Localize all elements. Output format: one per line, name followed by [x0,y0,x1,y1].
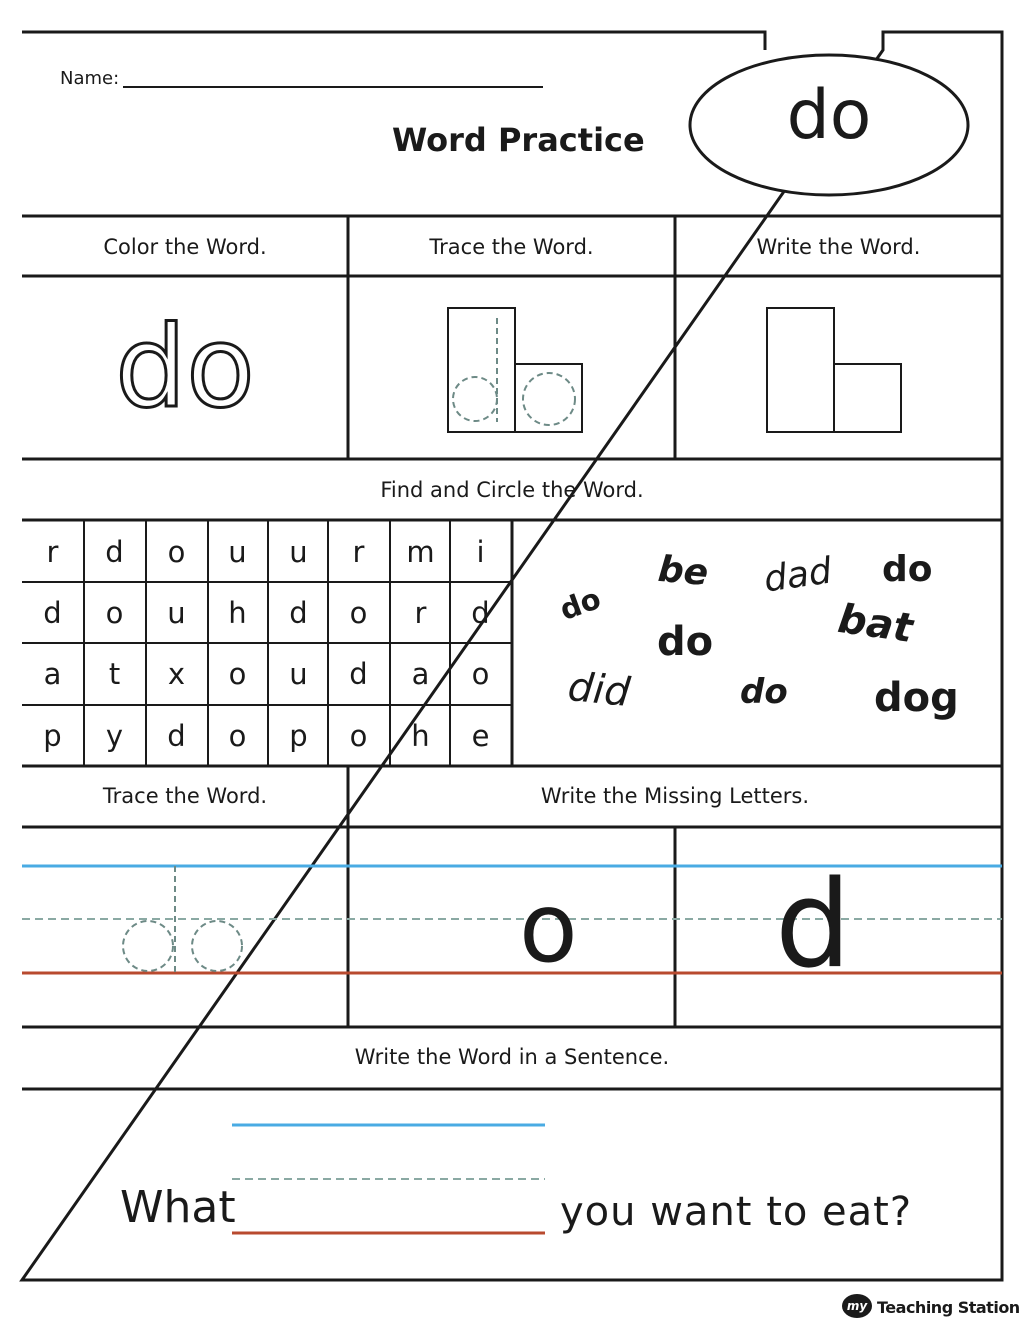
trace-line-header: Trace the Word. [102,784,268,808]
grid-letter[interactable]: d [43,595,62,630]
name-field[interactable] [123,62,543,88]
grid-letter[interactable]: p [289,718,308,753]
write-word-header: Write the Word. [756,235,921,259]
color-word-outline[interactable]: do [115,303,255,433]
missing-letter-blank-2[interactable] [820,866,998,973]
grid-letter[interactable]: u [228,534,247,569]
grid-letter[interactable]: o [349,595,368,630]
grid-letter[interactable]: r [414,595,427,630]
grid-letter[interactable]: d [105,534,124,569]
logo-text: my [846,1299,868,1313]
grid-letter[interactable]: t [108,656,121,691]
grid-letter[interactable]: p [43,718,62,753]
grid-letter[interactable]: d [289,595,308,630]
grid-letter[interactable]: o [105,595,124,630]
scattered-word[interactable]: dad [761,550,835,601]
grid-letter[interactable]: h [411,718,430,753]
trace-word-header: Trace the Word. [429,235,594,259]
grid-letter[interactable]: d [471,595,490,630]
missing-letter-o: o [519,872,578,984]
grid-letter[interactable]: y [105,718,124,753]
scattered-word[interactable]: be [656,548,710,595]
scattered-word[interactable]: dog [874,675,959,721]
grid-letter[interactable]: o [349,718,368,753]
scattered-word[interactable]: do [555,581,606,627]
scattered-word[interactable]: did [565,663,633,717]
grid-letter[interactable]: d [167,718,186,753]
grid-letter[interactable]: r [352,534,365,569]
grid-letter[interactable]: o [471,656,490,691]
grid-letter[interactable]: o [228,656,247,691]
grid-letter[interactable]: u [289,656,308,691]
brand-name: Teaching Station [877,1298,1020,1317]
write-word-box[interactable] [767,308,901,432]
sentence-end: you want to eat? [560,1189,913,1235]
missing-letters-header: Write the Missing Letters. [540,784,810,808]
grid-letter[interactable]: i [476,534,485,569]
grid-letter[interactable]: m [406,534,435,569]
missing-letter-d: d [775,856,852,995]
grid-letter[interactable]: o [167,534,186,569]
trace-word-box[interactable] [448,308,582,432]
grid-letter[interactable]: r [46,534,59,569]
sentence-start: What [120,1182,236,1233]
color-word-header: Color the Word. [103,235,267,259]
grid-letter[interactable]: u [289,534,308,569]
sentence-header: Write the Word in a Sentence. [354,1045,670,1069]
page-title: Word Practice [392,121,645,159]
name-label: Name: [60,68,120,89]
grid-letter[interactable]: a [43,656,62,691]
grid-letter[interactable]: o [228,718,247,753]
scattered-word[interactable]: bat [835,596,916,652]
teaching-station-logo-icon [842,1294,872,1318]
target-word: do [786,76,872,155]
grid-letter[interactable]: u [167,595,186,630]
grid-letter[interactable]: d [349,656,368,691]
trace-line-word[interactable] [22,866,348,973]
sentence-blank[interactable] [232,1150,545,1235]
grid-letter[interactable]: h [228,595,247,630]
grid-letter[interactable]: a [411,656,430,691]
scattered-word[interactable]: do [657,619,714,665]
missing-letter-blank-1[interactable] [352,866,512,973]
scattered-word[interactable]: do [882,549,933,590]
scattered-word[interactable]: do [740,672,788,712]
grid-letter[interactable]: e [471,718,490,753]
find-circle-header: Find and Circle the Word. [380,478,644,502]
grid-letter[interactable]: x [167,656,186,691]
